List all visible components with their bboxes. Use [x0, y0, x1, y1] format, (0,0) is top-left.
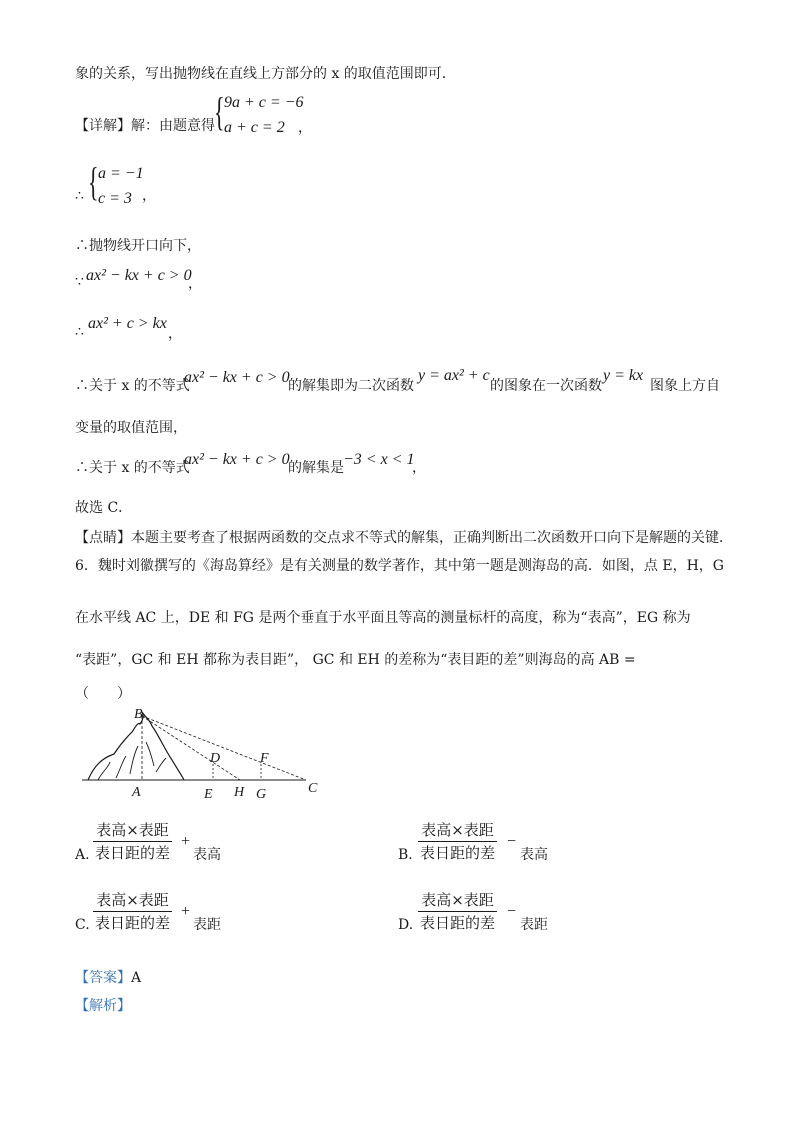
- label-e: E: [204, 787, 213, 802]
- because-symbol: ∵: [75, 274, 84, 290]
- island-shading: [98, 742, 166, 780]
- analysis-tag: 【解析】: [75, 998, 131, 1014]
- option-b-letter: B.: [398, 847, 413, 863]
- option-c-fraction: 表高×表距 表日距的差: [95, 891, 171, 932]
- solution-a: a = −1: [98, 165, 144, 182]
- comma: ，: [188, 276, 202, 292]
- label-b: B: [134, 707, 143, 722]
- comma: ，: [412, 460, 426, 476]
- text-line: 象的关系，写出抛物线在直线上方部分的 x 的取值范围即可．: [75, 66, 456, 82]
- comma: ，: [142, 188, 156, 204]
- text-line: 变量的取值范围，: [75, 420, 187, 436]
- inequality-3: ax² − kx + c > 0: [184, 369, 290, 386]
- text-choose: 故选 C．: [75, 500, 133, 516]
- text-line: ∴抛物线开口向下，: [75, 238, 201, 254]
- text-solution-is: 的解集是: [288, 460, 344, 476]
- comma: ，: [168, 326, 182, 342]
- option-b-operator: −: [507, 833, 517, 850]
- label-d: D: [210, 751, 221, 766]
- option-a-tail: 表高: [193, 847, 221, 863]
- label-a: A: [132, 785, 141, 800]
- option-d-letter: D.: [398, 917, 414, 933]
- option-c-tail: 表距: [193, 917, 221, 933]
- comma: ，: [298, 120, 312, 136]
- answer-range: −3 < x < 1: [343, 451, 415, 468]
- linear-function: y = kx: [603, 367, 644, 384]
- quadratic-function: y = ax² + c: [418, 367, 490, 384]
- island-figure: [80, 702, 340, 802]
- option-b-fraction: 表高×表距 表日距的差: [420, 821, 496, 862]
- answer-value: A: [131, 970, 142, 986]
- inequality-2: ax² + c > kx: [88, 315, 167, 332]
- inequality-1: ax² − kx + c > 0: [86, 267, 192, 284]
- equation-2: a + c = 2: [224, 119, 285, 136]
- answer-tag: 【答案】: [75, 970, 131, 986]
- option-a-letter: A.: [75, 847, 90, 863]
- left-brace: {: [88, 159, 99, 204]
- text-solution-set: 的解集即为二次函数: [288, 378, 414, 394]
- left-brace: {: [214, 89, 225, 134]
- detail-prefix: 【详解】解：由题意得: [75, 118, 215, 134]
- label-f: F: [260, 751, 269, 766]
- option-a-fraction: 表高×表距 表日距的差: [95, 821, 171, 862]
- text-graph: 的图象在一次函数: [490, 378, 602, 394]
- equation-1: 9a + c = −6: [224, 94, 304, 111]
- sight-line-bc: [142, 716, 306, 780]
- inequality-4: ax² − kx + c > 0: [184, 451, 290, 468]
- island-outline: [88, 712, 184, 780]
- therefore-symbol: ∴: [75, 324, 84, 340]
- option-d-operator: −: [507, 903, 517, 920]
- label-c: C: [308, 781, 318, 796]
- option-c-letter: C.: [75, 917, 90, 933]
- label-g: G: [256, 787, 267, 802]
- text-about-x: ∴关于 x 的不等式: [75, 378, 190, 394]
- text-about-x: ∴关于 x 的不等式: [75, 460, 190, 476]
- question-6-line-3: “表距”，GC 和 EH 都称为表目距”， GC 和 EH 的差称为“表目距的差”则海岛的高 AB =: [75, 652, 636, 668]
- option-c-operator: +: [181, 903, 191, 920]
- option-a-operator: +: [181, 833, 191, 850]
- comment-tag: 【点睛】: [75, 530, 131, 546]
- question-6-line-4: （ ）: [75, 686, 131, 702]
- solution-c: c = 3: [98, 190, 132, 207]
- text-above: 图象上方自: [650, 378, 720, 394]
- label-h: H: [234, 785, 245, 800]
- therefore-symbol: ∴: [75, 188, 84, 204]
- option-b-tail: 表高: [520, 847, 548, 863]
- comment-text: 本题主要考查了根据两函数的交点求不等式的解集，正确判断出二次函数开口向下是解题的关键．: [131, 530, 733, 546]
- option-d-tail: 表距: [520, 917, 548, 933]
- question-6-line-2: 在水平线 AC 上，DE 和 FG 是两个垂直于水平面且等高的测量标杆的高度，称为“表高”，EG 称为: [75, 610, 691, 626]
- option-d-fraction: 表高×表距 表日距的差: [420, 891, 496, 932]
- question-6-line-1: 6．魏时刘徽撰写的《海岛算经》是有关测量的数学著作，其中第一题是测海岛的高．如图，点 E，H，G: [75, 558, 724, 574]
